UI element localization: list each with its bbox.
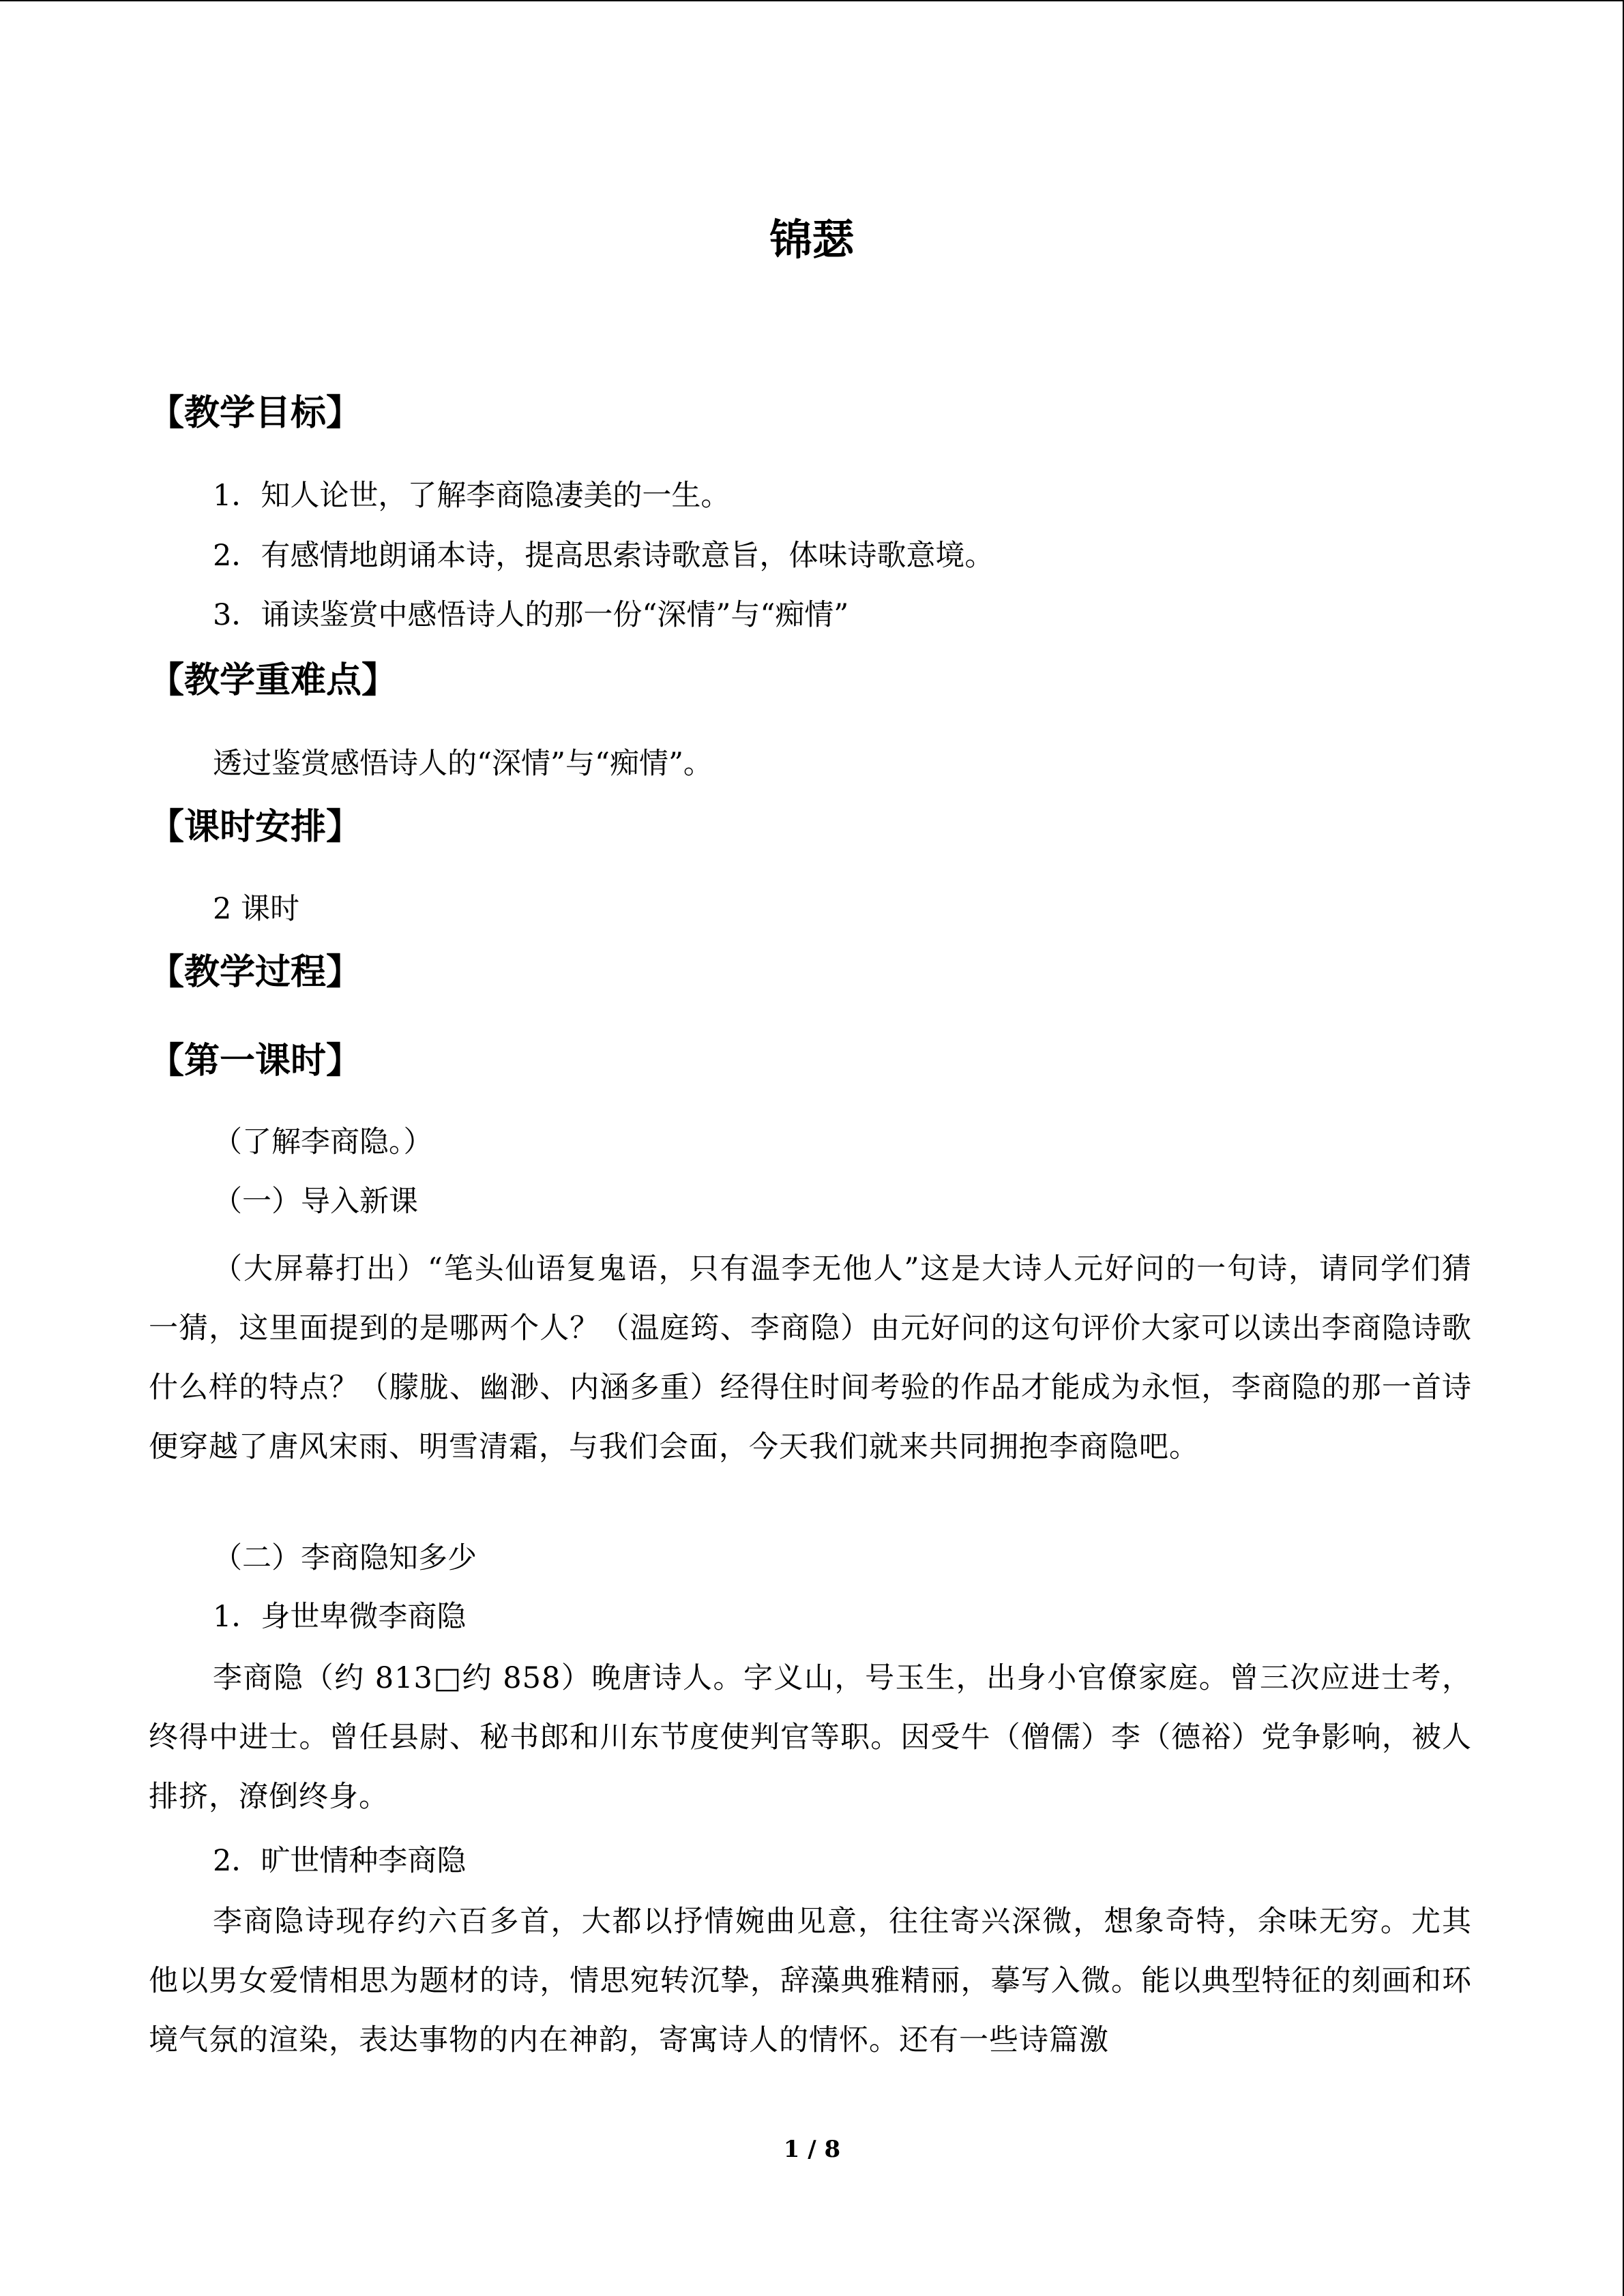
heading-process: 【教学过程】: [149, 952, 362, 993]
page-number: 1 / 8: [783, 2136, 841, 2163]
heading-key-points: 【教学重难点】: [149, 660, 398, 701]
subheading-background: 1．身世卑微李商隐: [213, 1600, 467, 1634]
schedule-text: 2 课时: [213, 892, 300, 926]
subheading-about-li-shangyin: （二）李商隐知多少: [213, 1541, 477, 1575]
paragraph-biography: 李商隐（约 813□约 858）晚唐诗人。字义山，号玉生，出身小官僚家庭。曾三次应进士考，终得中进士。曾任县尉、秘书郎和川东节度使判官等职。因受牛（僧儒）李（德裕）党争影响，被人排挤，潦倒终身。: [149, 1661, 1472, 1814]
subheading-intro-new-lesson: （一）导入新课: [213, 1184, 418, 1219]
objective-item-2: 2．有感情地朗诵本诗，提高思索诗歌意旨，体味诗歌意境。: [213, 539, 994, 573]
objective-item-1: 1．知人论世，了解李商隐凄美的一生。: [213, 479, 730, 513]
paragraph-intro: （大屏幕打出）“笔头仙语复鬼语，只有温李无他人”这是大诗人元好问的一句诗，请同学们猜一猜，这里面提到的是哪两个人？（温庭筠、李商隐）由元好问的这句评价大家可以读出李商隐诗歌什么样的特点？（朦胧、幽渺、内涵多重）经得住时间考验的作品才能成为永恒，李商隐的那一首诗便穿越了唐风宋雨、明雪清霜，与我们会面，今天我们就来共同拥抱李商隐吧。: [149, 1252, 1472, 1464]
heading-objectives: 【教学目标】: [149, 393, 362, 434]
paragraph-poetry: 李商隐诗现存约六百多首，大都以抒情婉曲见意，往往寄兴深微，想象奇特，余味无穷。尤其他以男女爱情相思为题材的诗，情思宛转沉挚，辞藻典雅精丽，摹写入微。能以典型特征的刻画和环境气氛的渲染，表达事物的内在神韵，寄寓诗人的情怀。还有一些诗篇激: [149, 1905, 1472, 2057]
key-points-text: 透过鉴赏感悟诗人的“深情”与“痴情”。: [213, 747, 713, 781]
heading-schedule: 【课时安排】: [149, 807, 362, 848]
heading-first-lesson: 【第一课时】: [149, 1041, 362, 1082]
objective-item-3: 3．诵读鉴赏中感悟诗人的那一份“深情”与“痴情”: [213, 598, 849, 632]
page-title: 锦瑟: [769, 215, 855, 265]
subheading-romantic: 2．旷世情种李商隐: [213, 1844, 467, 1878]
first-lesson-intro: （了解李商隐。）: [213, 1125, 433, 1159]
